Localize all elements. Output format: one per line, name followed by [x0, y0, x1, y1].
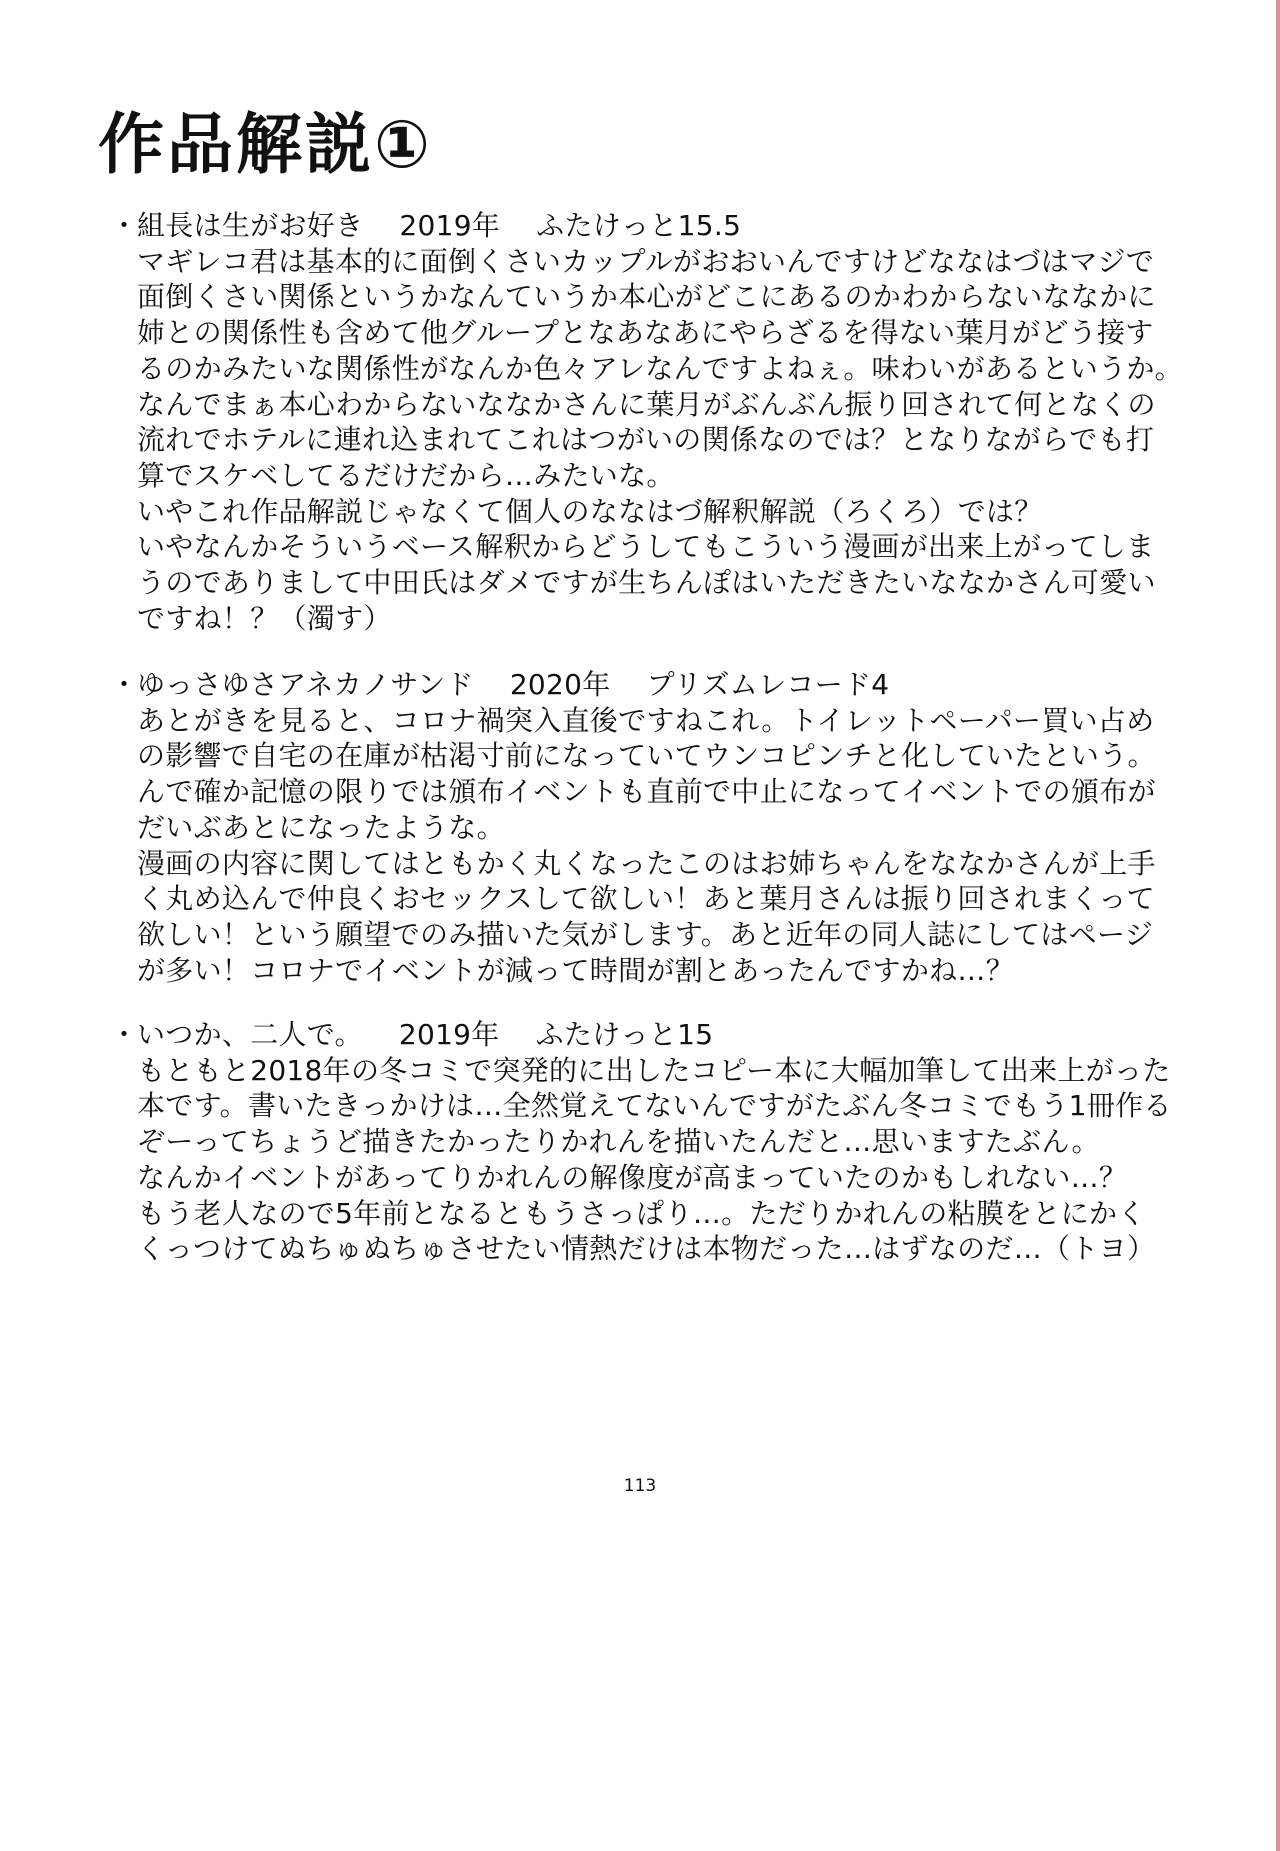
commentary-line: んで確か記憶の限りでは頒布イベントも直前で中止になってイベントでの頒布が	[137, 775, 1156, 809]
work-commentary-section	[110, 667, 1220, 988]
commentary-line: もともと2018年の冬コミで突発的に出したコピー本に大幅加筆して出来上がった	[137, 1053, 1171, 1087]
event-name: プリズムレコード4	[646, 668, 890, 701]
commentary-line: ですね！？（濁す）	[137, 601, 392, 635]
work-commentary-section	[110, 208, 1220, 636]
work-title: いつか、二人で。	[137, 1018, 363, 1051]
page-title: 作品解説①	[98, 106, 433, 183]
event-name: ふたけっと15	[535, 1018, 714, 1051]
commentary-line: く丸め込んで仲良くおセックスして欲しい！あと葉月さんは振り回されまくって	[137, 882, 1155, 916]
commentary-line: だいぶあとになったような。	[137, 810, 505, 844]
commentary-line: 本です。書いたきっかけは…全然覚えてないんですがたぶん冬コミでもう1冊作る	[137, 1089, 1172, 1123]
section-heading	[110, 667, 1220, 703]
publication-year: 2020年	[509, 668, 611, 701]
bullet-mark: ・	[110, 1018, 139, 1051]
event-name: ふたけっと15.5	[536, 209, 742, 242]
commentary-line: うのでありまして中田氏はダメですが生ちんぽはいただきたいななかさん可愛い	[137, 566, 1156, 600]
bullet-mark: ・	[110, 209, 139, 242]
commentary-line: 姉との関係性も含めて他グループとなあなあにやらざるを得ない葉月がどう接す	[137, 316, 1154, 350]
commentary-line: いやなんかそういうベース解釈からどうしてもこういう漫画が出来上がってしま	[137, 530, 1155, 564]
publication-year: 2019年	[398, 1018, 500, 1051]
commentary-line: 算でスケベしてるだけだから…みたいな。	[137, 458, 675, 492]
commentary-line: もう老人なので5年前となるともうさっぱり…。ただりかれんの粘膜をとにかく	[137, 1196, 1146, 1230]
page-number: 113	[623, 1476, 657, 1496]
commentary-line: 欲しい！という願望でのみ描いた気がします。あと近年の同人誌にしてはページ	[137, 917, 1154, 951]
page-edge-line	[1276, 0, 1280, 1851]
commentary-line: マギレコ君は基本的に面倒くさいカップルがおおいんですけどななはづはマジで	[137, 244, 1155, 278]
commentary-line: あとがきを見ると、コロナ禍突入直後ですねこれ。トイレットペーパー買い占め	[137, 703, 1155, 737]
commentary-line: 面倒くさい関係というかなんていうか本心がどこにあるのかわからないななかに	[137, 280, 1156, 314]
bullet-mark: ・	[110, 668, 139, 701]
section-heading	[110, 208, 1220, 244]
commentary-line: の影響で自宅の在庫が枯渇寸前になっていてウンコピンチと化していたという。	[137, 739, 1156, 773]
commentary-line: るのかみたいな関係性がなんか色々アレなんですよねぇ。味わいがあるというか。	[137, 351, 1183, 385]
work-commentary-section	[110, 1017, 1220, 1267]
work-title: 組長は生がお好き	[137, 209, 364, 242]
commentary-line: なんかイベントがあってりかれんの解像度が高まっていたのかもしれない…？	[137, 1160, 1128, 1194]
commentary-line: なんでまぁ本心わからないななかさんに葉月がぶんぶん振り回されて何となくの	[137, 387, 1156, 421]
section-heading	[110, 1017, 1220, 1053]
commentary-line: が多い！コロナでイベントが減って時間が割とあったんですかね…？	[137, 953, 1015, 987]
commentary-line: ぞーってちょうど描きたかったりかれんを描いたんだと…思いますたぶん。	[137, 1125, 1100, 1159]
commentary-line: 漫画の内容に関してはともかく丸くなったこのはお姉ちゃんをななかさんが上手	[137, 846, 1156, 880]
work-title: ゆっさゆさアネカノサンド	[137, 668, 474, 701]
publication-year: 2019年	[399, 209, 501, 242]
commentary-line: 流れでホテルに連れ込まれてこれはつがいの関係なのでは？となりながらでも打	[137, 423, 1155, 457]
commentary-line: くっつけてぬちゅぬちゅさせたい情熱だけは本物だった…はずなのだ…（トヨ）	[137, 1232, 1156, 1266]
commentary-line: いやこれ作品解説じゃなくて個人のななはづ解釈解説（ろくろ）では？	[137, 494, 1043, 528]
